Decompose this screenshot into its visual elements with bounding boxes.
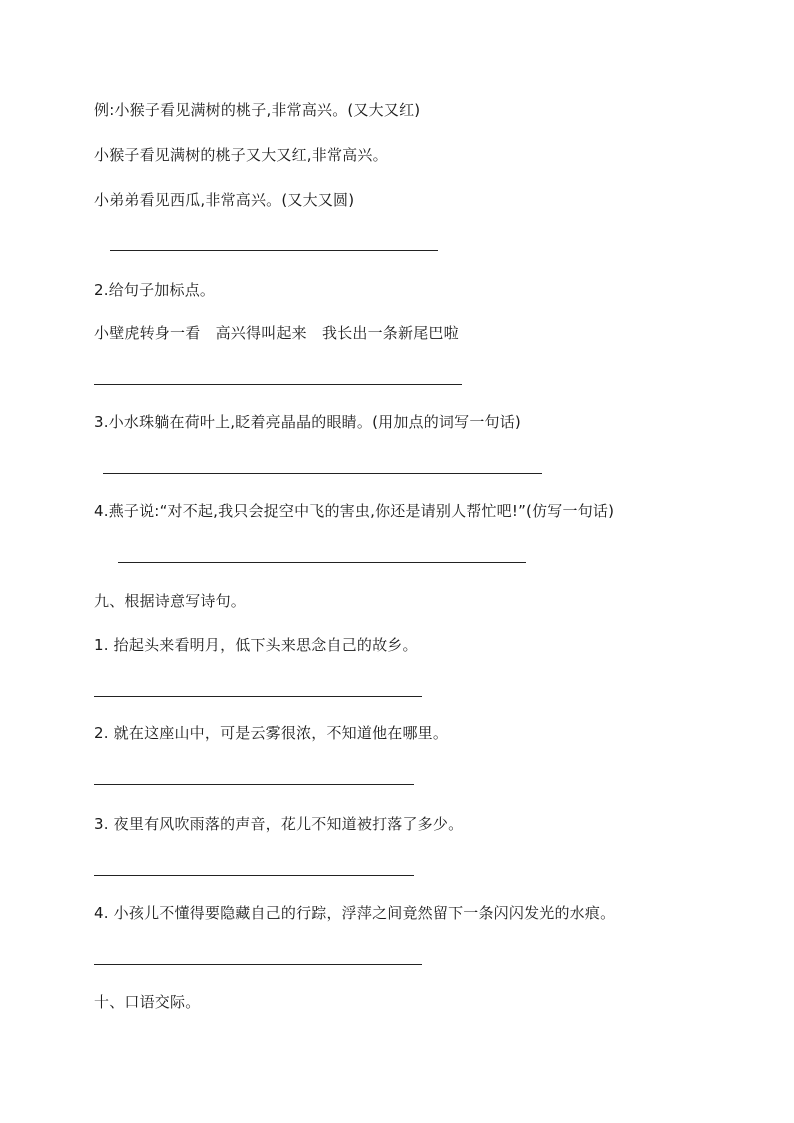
answer-line-poem-4[interactable] <box>94 964 422 965</box>
example-exercise: 小弟弟看见西瓜,非常高兴。(又大又圆) <box>94 191 355 209</box>
q4-text: 4.燕子说:“对不起,我只会捉空中飞的害虫,你还是请别人帮忙吧!”(仿写一句话) <box>94 502 615 520</box>
answer-line-poem-3[interactable] <box>94 875 414 876</box>
answer-line-poem-1[interactable] <box>94 696 422 697</box>
answer-line-q3[interactable] <box>103 473 542 474</box>
section9-heading: 九、根据诗意写诗句。 <box>94 592 247 610</box>
answer-line-q2[interactable] <box>94 384 462 385</box>
poem-item-2: 2. 就在这座山中，可是云雾很浓，不知道他在哪里。 <box>94 724 449 742</box>
section10-heading: 十、口语交际。 <box>94 993 201 1011</box>
example-answer: 小猴子看见满树的桃子又大又红,非常高兴。 <box>94 146 388 164</box>
poem-item-4: 4. 小孩儿不懂得要隐藏自己的行踪，浮萍之间竟然留下一条闪闪发光的水痕。 <box>94 904 616 922</box>
poem-item-1: 1. 抬起头来看明月，低下头来思念自己的故乡。 <box>94 636 418 654</box>
answer-line-example[interactable] <box>110 250 438 251</box>
q2-title: 2.给句子加标点。 <box>94 281 216 299</box>
example-prompt: 例:小猴子看见满树的桃子,非常高兴。(又大又红) <box>94 101 421 119</box>
poem-item-3: 3. 夜里有风吹雨落的声音，花儿不知道被打落了多少。 <box>94 815 464 833</box>
answer-line-q4[interactable] <box>118 562 526 563</box>
q2-sentence: 小壁虎转身一看 高兴得叫起来 我长出一条新尾巴啦 <box>94 324 459 342</box>
q3-text: 3.小水珠躺在荷叶上,眨着亮晶晶的眼睛。(用加点的词写一句话) <box>94 413 521 431</box>
answer-line-poem-2[interactable] <box>94 784 414 785</box>
